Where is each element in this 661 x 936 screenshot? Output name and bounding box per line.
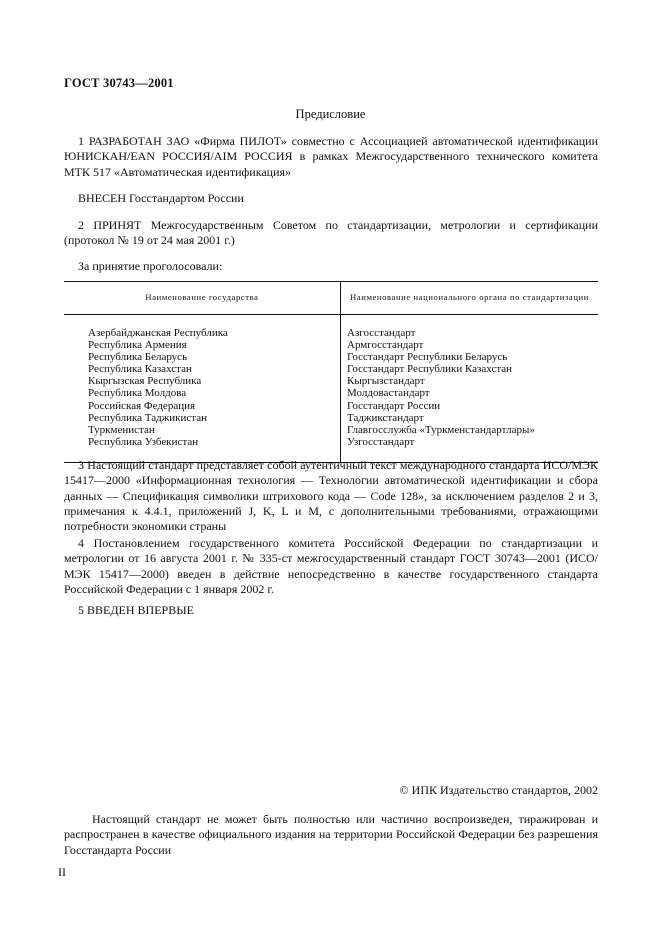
national-body-list [341, 315, 599, 463]
page-number: II [58, 865, 66, 879]
national-body-name: Главгосслужба «Туркменстандартлары» [347, 423, 535, 436]
column-header-national-body: Наименование национального органа по стандартизации [341, 282, 599, 315]
national-body-name: Молдовастандарт [347, 387, 430, 400]
national-body-name: Таджикстандарт [347, 411, 424, 424]
voting-table [64, 281, 598, 463]
copyright-notice: © ИПК Издательство стандартов, 2002 [399, 783, 598, 797]
national-body-name: Армгосстандарт [347, 339, 424, 352]
state-name: Азербайджанская Республика [88, 327, 228, 339]
document-id-header: ГОСТ 30743—2001 [64, 76, 174, 90]
national-body-name: Узгосстандарт [347, 435, 415, 448]
state-list [64, 315, 341, 463]
paragraph-adopted-by: 2 ПРИНЯТ Межгосударственным Советом по стандартизации, метрологии и сертификации (протокол № 19 от 24 мая 2001 г.) [64, 218, 598, 248]
paragraph-resolution: 4 Постановлением государственного комитета Российской Федерации по стандартизации и метрологии от 16 августа 2001 г. № 335-ст межгосударственный стандарт ГОСТ 30743—2001 (ИСО/МЭК 15417—2000) введен в действие непосредственно в качестве государственного стандарта Российской Федерации с 1 января 2002 г. [64, 536, 598, 596]
table-row [64, 315, 598, 463]
state-name: Республика Молдова [88, 387, 187, 400]
national-body-name: Госстандарт Республики Беларусь [347, 351, 508, 364]
paragraph-developed-by: 1 РАЗРАБОТАН ЗАО «Фирма ПИЛОТ» совместно с Ассоциацией автоматической идентификации ЮНИСКАН/EAN РОССИЯ/AIM РОССИЯ в рамках Межгосударственного технического комитета МТК 517 «Автоматическая идентификация» [64, 134, 598, 179]
state-name: Туркменистан [88, 423, 155, 436]
state-name: Республика Беларусь [88, 351, 188, 364]
column-header-state: Наименование государства [64, 282, 341, 315]
national-body-name: Кыргызстандарт [347, 375, 425, 388]
state-name: Российская Федерация [88, 399, 196, 412]
national-body-name: Азгосстандарт [347, 327, 416, 339]
state-name: Кыргызская Республика [88, 375, 202, 388]
national-body-name: Госстандарт России [347, 399, 441, 412]
paragraph-first-introduced: 5 ВВЕДЕН ВПЕРВЫЕ [78, 603, 194, 617]
paragraph-authentic-text: 3 Настоящий стандарт представляет собой аутентичный текст международного стандарта ИСО/МЭК 15417—2000 «Информационная технология — Технологии автоматической идентификации и сбора данных — Спецификация символики штрихового кода — Code 128», за исключением разделов 2 и 3, примечания к 4.4.1, приложений J, K, L и M, с дополнительными требованиями, отражающими потребности экономики страны [64, 458, 598, 534]
state-name: Республика Таджикистан [88, 411, 207, 424]
state-name: Республика Узбекистан [88, 435, 199, 448]
reproduction-notice: Настоящий стандарт не может быть полностью или частично воспроизведен, тиражирован и распространен в качестве официального издания на территории Российской Федерации без разрешения Госстандарта России [64, 812, 598, 857]
state-name: Республика Армения [88, 339, 187, 352]
state-name: Республика Казахстан [88, 363, 192, 376]
voted-label: За принятие проголосовали: [78, 259, 223, 273]
preface-title: Предисловие [295, 107, 366, 121]
national-body-name: Госстандарт Республики Казахстан [347, 363, 513, 376]
paragraph-introduced-by: ВНЕСЕН Госстандартом России [78, 191, 244, 205]
